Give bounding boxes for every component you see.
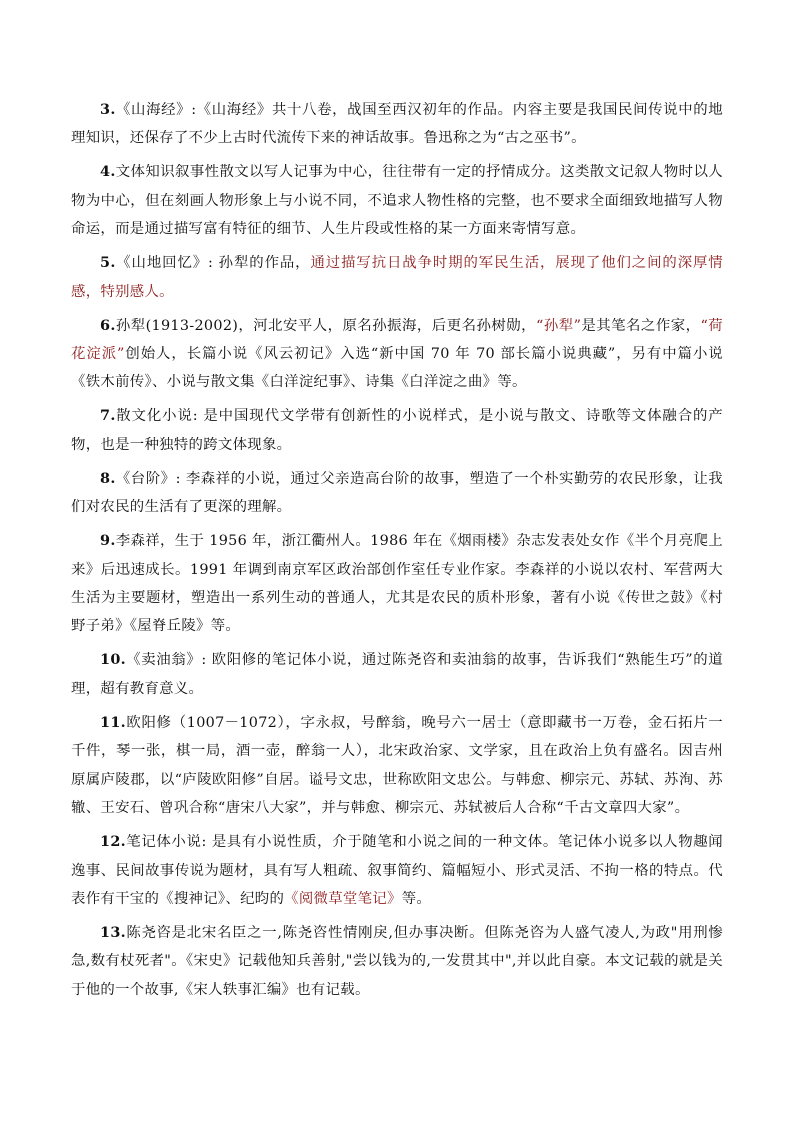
highlighted-text: 通过描写抗日战争时期的军民生活，展现了他们之间的深厚情感，特别感人。	[71, 255, 723, 300]
paragraph-item-4	[71, 158, 723, 243]
body-text: 笔记体小说: 是具有小说性质，介于随笔和小说之间的一种文体。笔记体小说多以人物趣闻逸事、民间故事传说为题材，具有写人粗疏、叙事简约、篇幅短小、形式灵活、不拘一格的特点。代表作有干宝的《搜神记》、纪昀的	[71, 834, 723, 907]
item-number: 9.	[100, 532, 116, 550]
paragraph-item-8	[71, 465, 723, 522]
highlighted-text: “荷花淀派”	[71, 317, 723, 363]
body-text: 创始人，长篇小说《风云初记》入选“新中国 70 年 70 部长篇小说典藏”，另有中篇小说《铁木前传》、小说与散文集《白洋淀纪事》、诗集《白洋淀之曲》等。	[71, 346, 723, 391]
body-text: 《山海经》:《山海经》共十八卷，战国至西汉初年的作品。内容主要是我国民间传说中的地理知识，还保存了不少上古时代流传下来的神话故事。鲁迅称之为“古之巫书”。	[71, 102, 723, 147]
paragraph-item-9	[71, 527, 723, 641]
body-text: 李森祥，生于 1956 年，浙江衢州人。1986 年在《烟雨楼》杂志发表处女作《半个月亮爬上来》后迅速成长。1991 年调到南京军区政治部创作室任专业作家。李森祥的小说以农村、军营两大生活为主要题材，塑造出一系列生动的普通人，尤其是农民的质朴形象，著有小说《传世之鼓》《村野子弟》《屋脊丘陵》等。	[71, 533, 723, 635]
body-text: 等。	[401, 890, 432, 907]
body-text: 是其笔名之作家，	[581, 317, 701, 334]
body-text: 文体知识叙事性散文以写人记事为中心，往往带有一定的抒情成分。这类散文记叙人物时以人物为中心，但在刻画人物形象上与小说不同，不追求人物性格的完整，也不要求全面细致地描写人物命运，而是通过描写富有特征的细节、人生片段或性格的某一方面来寄情写意。	[71, 164, 723, 238]
item-number: 13.	[100, 923, 126, 941]
body-text: 《山地回忆》: 孙犁的作品，	[115, 255, 311, 272]
item-number: 4.	[100, 163, 116, 181]
item-number: 6.	[100, 316, 116, 334]
item-number: 3.	[100, 101, 116, 118]
highlighted-text: 《阅微草堂笔记》	[284, 890, 402, 907]
paragraph-item-7	[71, 402, 723, 459]
paragraph-item-6	[71, 312, 723, 397]
item-number: 5.	[100, 254, 116, 272]
document-body	[71, 96, 723, 1010]
paragraph-item-13	[71, 919, 723, 1004]
body-text: 孙犁(1913-2002)，河北安平人，原名孙振海，后更名孙树勋，	[115, 317, 536, 334]
highlighted-text: “孙犁”	[535, 317, 582, 334]
item-number: 7.	[100, 407, 116, 425]
body-text: 《卖油翁》: 欧阳修的笔记体小说，通过陈尧咨和卖油翁的故事，告诉我们“熟能生巧”的道理，超有教育意义。	[71, 652, 723, 697]
paragraph-item-10	[71, 646, 723, 703]
item-number: 11.	[100, 713, 126, 731]
paragraph-item-11	[71, 709, 723, 823]
item-number: 10.	[100, 651, 126, 669]
item-number: 8.	[100, 469, 116, 487]
body-text: 《台阶》: 李森祥的小说，通过父亲造高台阶的故事，塑造了一个朴实勤劳的农民形象，让我们对农民的生活有了更深的理解。	[71, 470, 723, 516]
paragraph-item-12	[71, 828, 723, 913]
item-number: 12.	[100, 833, 126, 851]
paragraph-item-3	[71, 96, 723, 153]
body-text: 散文化小说: 是中国现代文学带有创新性的小说样式，是小说与散文、诗歌等文体融合的产物，也是一种独特的跨文体现象。	[71, 408, 723, 453]
paragraph-item-5	[71, 249, 723, 306]
body-text: 欧阳修（1007－1072），字永叔，号醉翁，晚号六一居士（意即藏书一万卷，金石拓片一千件，琴一张，棋一局，酒一壶，醉翁一人），北宋政治家、文学家，且在政治上负有盛名。因吉州原属庐陵郡，以“庐陵欧阳修”自居。谥号文忠，世称欧阳文忠公。与韩愈、柳宗元、苏轼、苏洵、苏辙、王安石、曾巩合称“唐宋八大家”，并与韩愈、柳宗元、苏轼被后人合称“千古文章四大家”。	[71, 714, 723, 817]
body-text: 陈尧咨是北宋名臣之一,陈尧咨性情刚戾,但办事决断。但陈尧咨为人盛气凌人,为政"用刑惨急,数有杖死者"。《宋史》记载他知兵善射,"尝以钱为的,一发贯其中",并以此自豪。本文记载的就是关于他的一个故事,《宋人轶事汇编》也有记载。	[71, 924, 723, 998]
